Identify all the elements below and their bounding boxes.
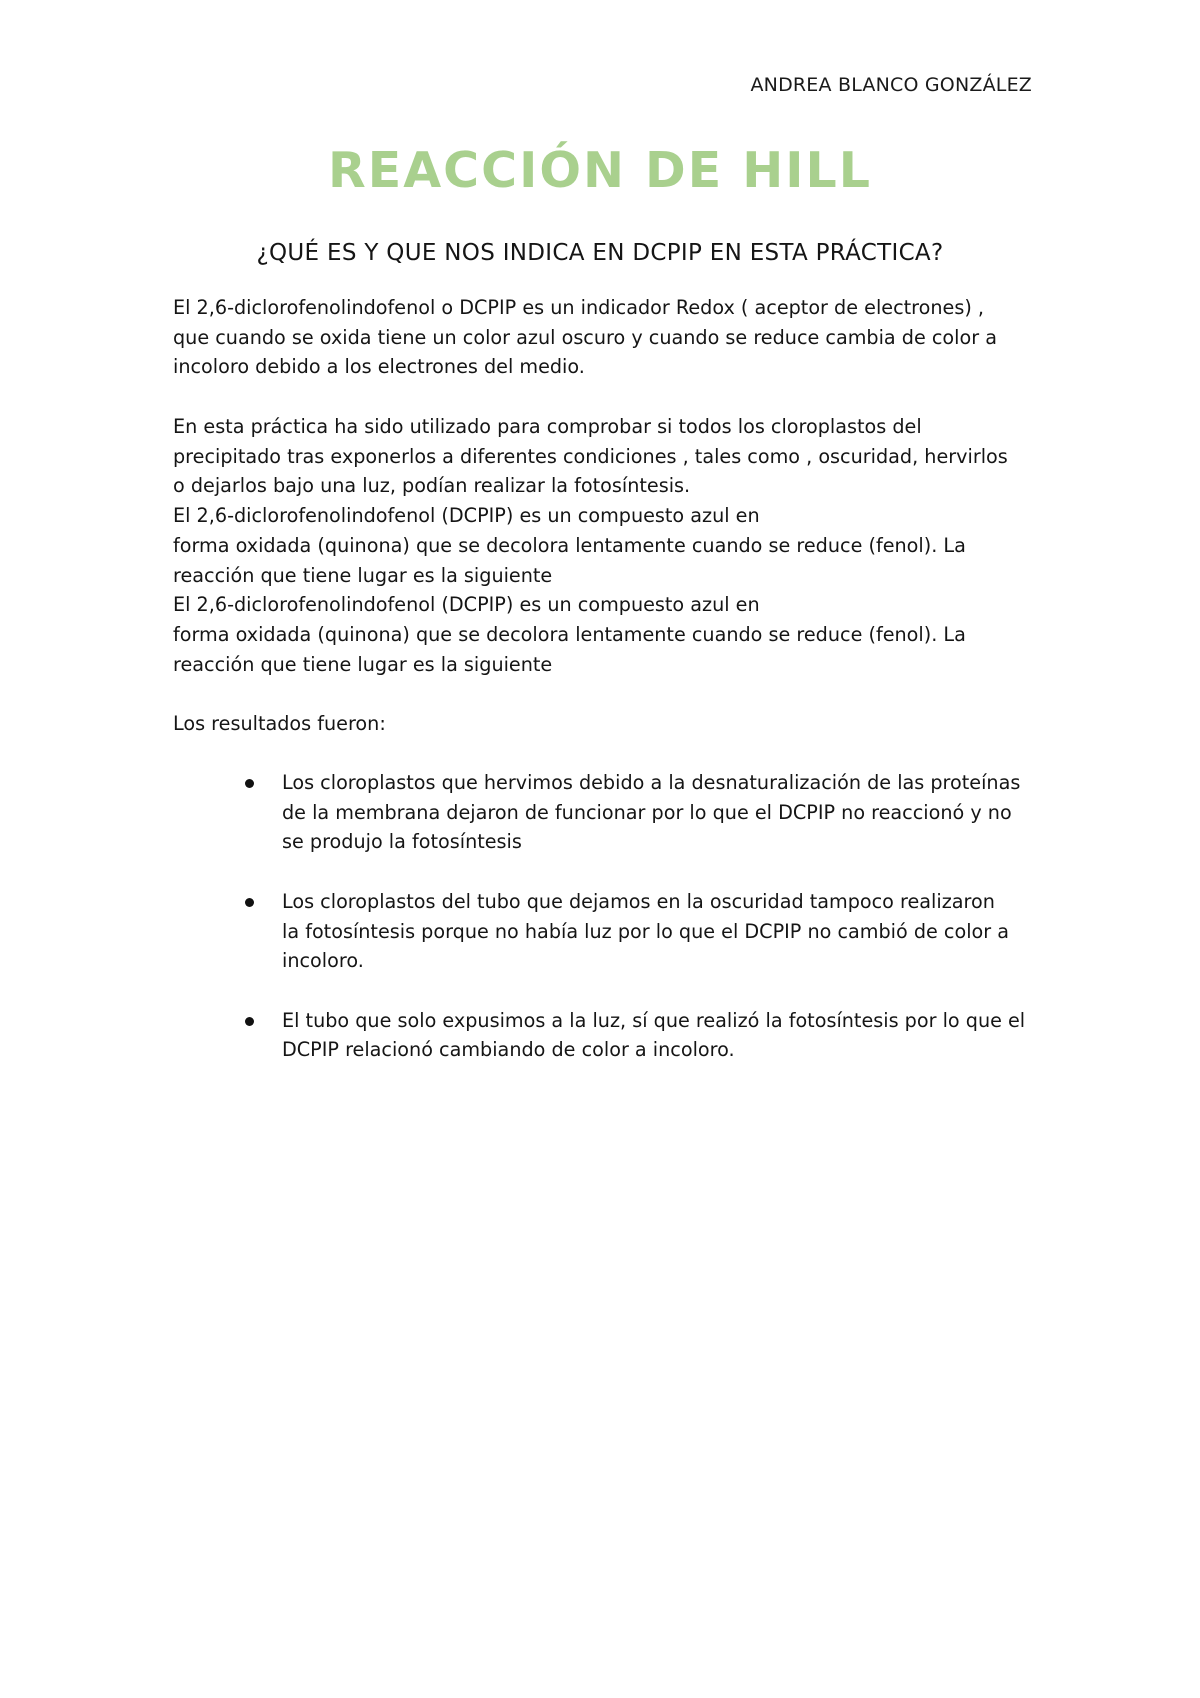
text-line: El tubo que solo expusimos a la luz, sí que realizó la fotosíntesis por lo que el <box>282 1008 1026 1032</box>
text-line: forma oxidada (quinona) que se decolora lentamente cuando se reduce (fenol). La <box>173 533 966 557</box>
list-item <box>173 887 1053 976</box>
paragraph-definition <box>173 293 1053 382</box>
paragraph-results-intro <box>173 709 1053 739</box>
text-line: de la membrana dejaron de funcionar por lo que el DCPIP no reaccionó y no <box>282 800 1012 824</box>
text-line: Los resultados fueron: <box>173 712 386 735</box>
document-title: REACCIÓN DE HILL <box>328 142 872 199</box>
text-line: Los cloroplastos que hervimos debido a la desnaturalización de las proteínas <box>282 771 1021 794</box>
text-line: El 2,6-diclorofenolindofenol (DCPIP) es un compuesto azul en <box>173 593 760 617</box>
text-line: El 2,6-diclorofenolindofenol o DCPIP es un indicador Redox ( aceptor de electrones) , <box>173 296 984 319</box>
text-line: incoloro. <box>282 949 364 973</box>
text-line: o dejarlos bajo una luz, podían realizar la fotosíntesis. <box>173 474 691 498</box>
text-line: reacción que tiene lugar es la siguiente <box>173 563 553 587</box>
bullet-icon <box>245 898 254 907</box>
text-line: forma oxidada (quinona) que se decolora lentamente cuando se reduce (fenol). La <box>173 622 966 646</box>
bullet-icon <box>245 1017 254 1026</box>
text-line: Los cloroplastos del tubo que dejamos en la oscuridad tampoco realizaron <box>282 889 995 913</box>
bullet-icon <box>245 779 254 788</box>
section-heading: ¿QUÉ ES Y QUE NOS INDICA EN DCPIP EN ESTA PRÁCTICA? <box>256 240 944 266</box>
list-item <box>173 1006 1053 1065</box>
text-line: En esta práctica ha sido utilizado para comprobar si todos los cloroplastos del <box>173 415 922 438</box>
text-line: precipitado tras exponerlos a diferentes condiciones , tales como , oscuridad, hervirlos <box>173 444 1008 468</box>
text-line: se produjo la fotosíntesis <box>282 830 522 854</box>
text-line: la fotosíntesis porque no había luz por lo que el DCPIP no cambió de color a <box>282 919 1010 943</box>
paragraph-practice <box>173 412 1053 679</box>
text-line: El 2,6-diclorofenolindofenol (DCPIP) es un compuesto azul en <box>173 504 760 528</box>
text-line: reacción que tiene lugar es la siguiente <box>173 652 553 676</box>
results-list <box>173 768 1053 1095</box>
list-item <box>173 768 1053 857</box>
text-line: DCPIP relacionó cambiando de color a incoloro. <box>282 1038 735 1062</box>
text-line: incoloro debido a los electrones del medio. <box>173 355 585 379</box>
author-name: ANDREA BLANCO GONZÁLEZ <box>750 74 1032 96</box>
text-line: que cuando se oxida tiene un color azul oscuro y cuando se reduce cambia de color a <box>173 325 997 349</box>
